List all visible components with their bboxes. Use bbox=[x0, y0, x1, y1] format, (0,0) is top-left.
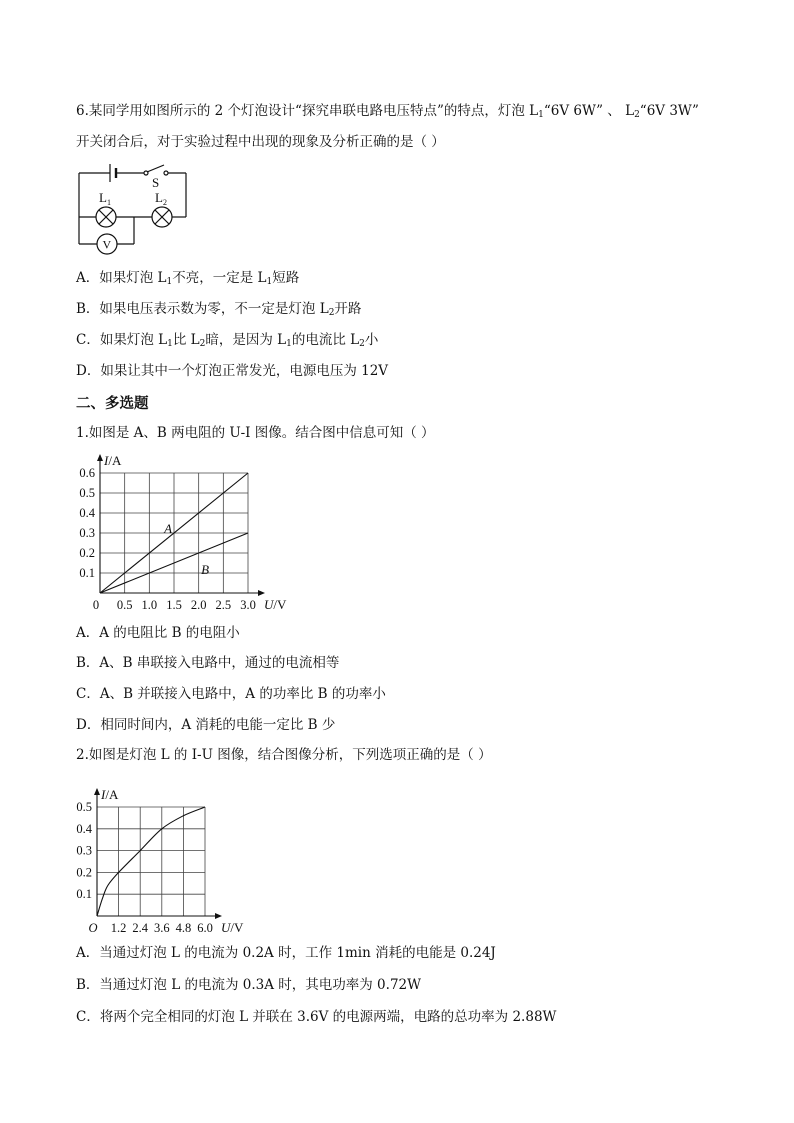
x-axis-label: U/V bbox=[221, 920, 244, 935]
y-axis-label: I/A bbox=[101, 787, 119, 802]
section-heading: 二、多选题 bbox=[76, 395, 149, 412]
y-tick-label: 0.6 bbox=[79, 466, 95, 480]
y-tick-label: 0.4 bbox=[79, 506, 95, 520]
q6-option-b: B．如果电压表示数为零，不一定是灯泡 $L_2$开路 bbox=[76, 301, 362, 318]
series-label-b: B bbox=[201, 562, 210, 577]
m1-stem: 1.如图是 A、B 两电阻的 U-I 图像。结合图中信息可知（ ） bbox=[76, 425, 435, 441]
x-tick-label: 3.6 bbox=[153, 921, 170, 935]
series-line-0 bbox=[97, 807, 205, 916]
y-tick-label: 0.1 bbox=[76, 887, 92, 902]
y-tick-label: 0.1 bbox=[79, 566, 95, 580]
m1-option-a: A．A 的电阻比 B 的电阻小 bbox=[76, 625, 240, 641]
x-axis-arrow bbox=[215, 913, 222, 919]
y-tick-label: 0.3 bbox=[79, 526, 95, 540]
m1-option-d: D．相同时间内，A 消耗的电能一定比 B 少 bbox=[76, 717, 336, 733]
origin-label: O bbox=[88, 921, 98, 935]
y-axis-arrow bbox=[94, 788, 100, 795]
m2-option-a: A．当通过灯泡 L 的电流为 0.2A 时，工作 1min 消耗的电能是 0.24J bbox=[76, 945, 496, 961]
series-label-a: A bbox=[164, 521, 173, 536]
m2-option-b: B．当通过灯泡 L 的电流为 0.3A 时，其电功率为 0.72W bbox=[76, 977, 421, 993]
x-axis-arrow bbox=[258, 590, 265, 596]
m1-option-b: B．A、B 串联接入电路中，通过的电流相等 bbox=[76, 655, 340, 671]
x-tick-label: 6.0 bbox=[197, 921, 213, 935]
y-tick-label: 0.4 bbox=[76, 821, 92, 836]
iu-chart-lamp bbox=[70, 772, 270, 937]
y-tick-label: 0.5 bbox=[76, 800, 92, 814]
q6-stem-line1: 6.某同学用如图所示的 2 个灯泡设计“探究串联电路电压特点”的特点，灯泡 $L_1“6V$ 6W” 、 $L_2“6V$ 3W” bbox=[76, 103, 699, 120]
m2-option-c: C．将两个完全相同的灯泡 L 并联在 3.6V 的电源两端，电路的总功率为 2.88W bbox=[76, 1009, 557, 1025]
x-tick-label: 1.5 bbox=[166, 598, 182, 612]
q6-option-c: C．如果灯泡 $L_1$比 $L_2$暗，是因为 $L_1$的电流比 $L_2$小 bbox=[76, 332, 379, 349]
q6-stem-line2: 开关闭合后，对于实验过程中出现的现象及分析正确的是（ ） bbox=[76, 134, 445, 150]
ui-chart-a-b bbox=[70, 450, 300, 615]
x-tick-label: 2.0 bbox=[190, 598, 207, 612]
y-tick-label: 0.3 bbox=[76, 843, 92, 858]
m1-option-c: C．A、B 并联接入电路中，A 的功率比 B 的功率小 bbox=[76, 686, 386, 702]
q6-option-a: A．如果灯泡 $L_1$不亮，一定是 $L_1$短路 bbox=[76, 270, 300, 287]
x-tick-label: 4.8 bbox=[175, 921, 192, 935]
y-tick-label: 0.2 bbox=[79, 546, 95, 560]
y-tick-label: 0.2 bbox=[76, 865, 92, 880]
lamp2-label: $L_2$ bbox=[155, 190, 167, 207]
y-axis-label: I/A bbox=[104, 453, 122, 468]
y-tick-label: 0.5 bbox=[79, 486, 95, 500]
x-tick-label: 1.2 bbox=[110, 921, 127, 935]
lamp1-label: $L_1$ bbox=[99, 190, 111, 207]
m2-stem: 2.如图是灯泡 L 的 I-U 图像，结合图像分析，下列选项正确的是（ ） bbox=[76, 747, 492, 763]
voltmeter-label: V bbox=[102, 237, 112, 252]
x-tick-label: 3.0 bbox=[240, 598, 256, 612]
x-axis-label: U/V bbox=[264, 597, 287, 612]
x-tick-label: 1.0 bbox=[141, 598, 158, 612]
x-tick-label: 2.5 bbox=[215, 598, 232, 612]
switch-label: S bbox=[152, 175, 160, 190]
circuit-diagram bbox=[74, 160, 214, 260]
q6-option-d: D．如果让其中一个灯泡正常发光，电源电压为 12V bbox=[76, 363, 389, 379]
x-tick-label: 0.5 bbox=[116, 598, 133, 612]
origin-label: 0 bbox=[92, 598, 100, 612]
x-tick-label: 2.4 bbox=[132, 921, 149, 935]
y-axis-arrow bbox=[97, 454, 103, 461]
